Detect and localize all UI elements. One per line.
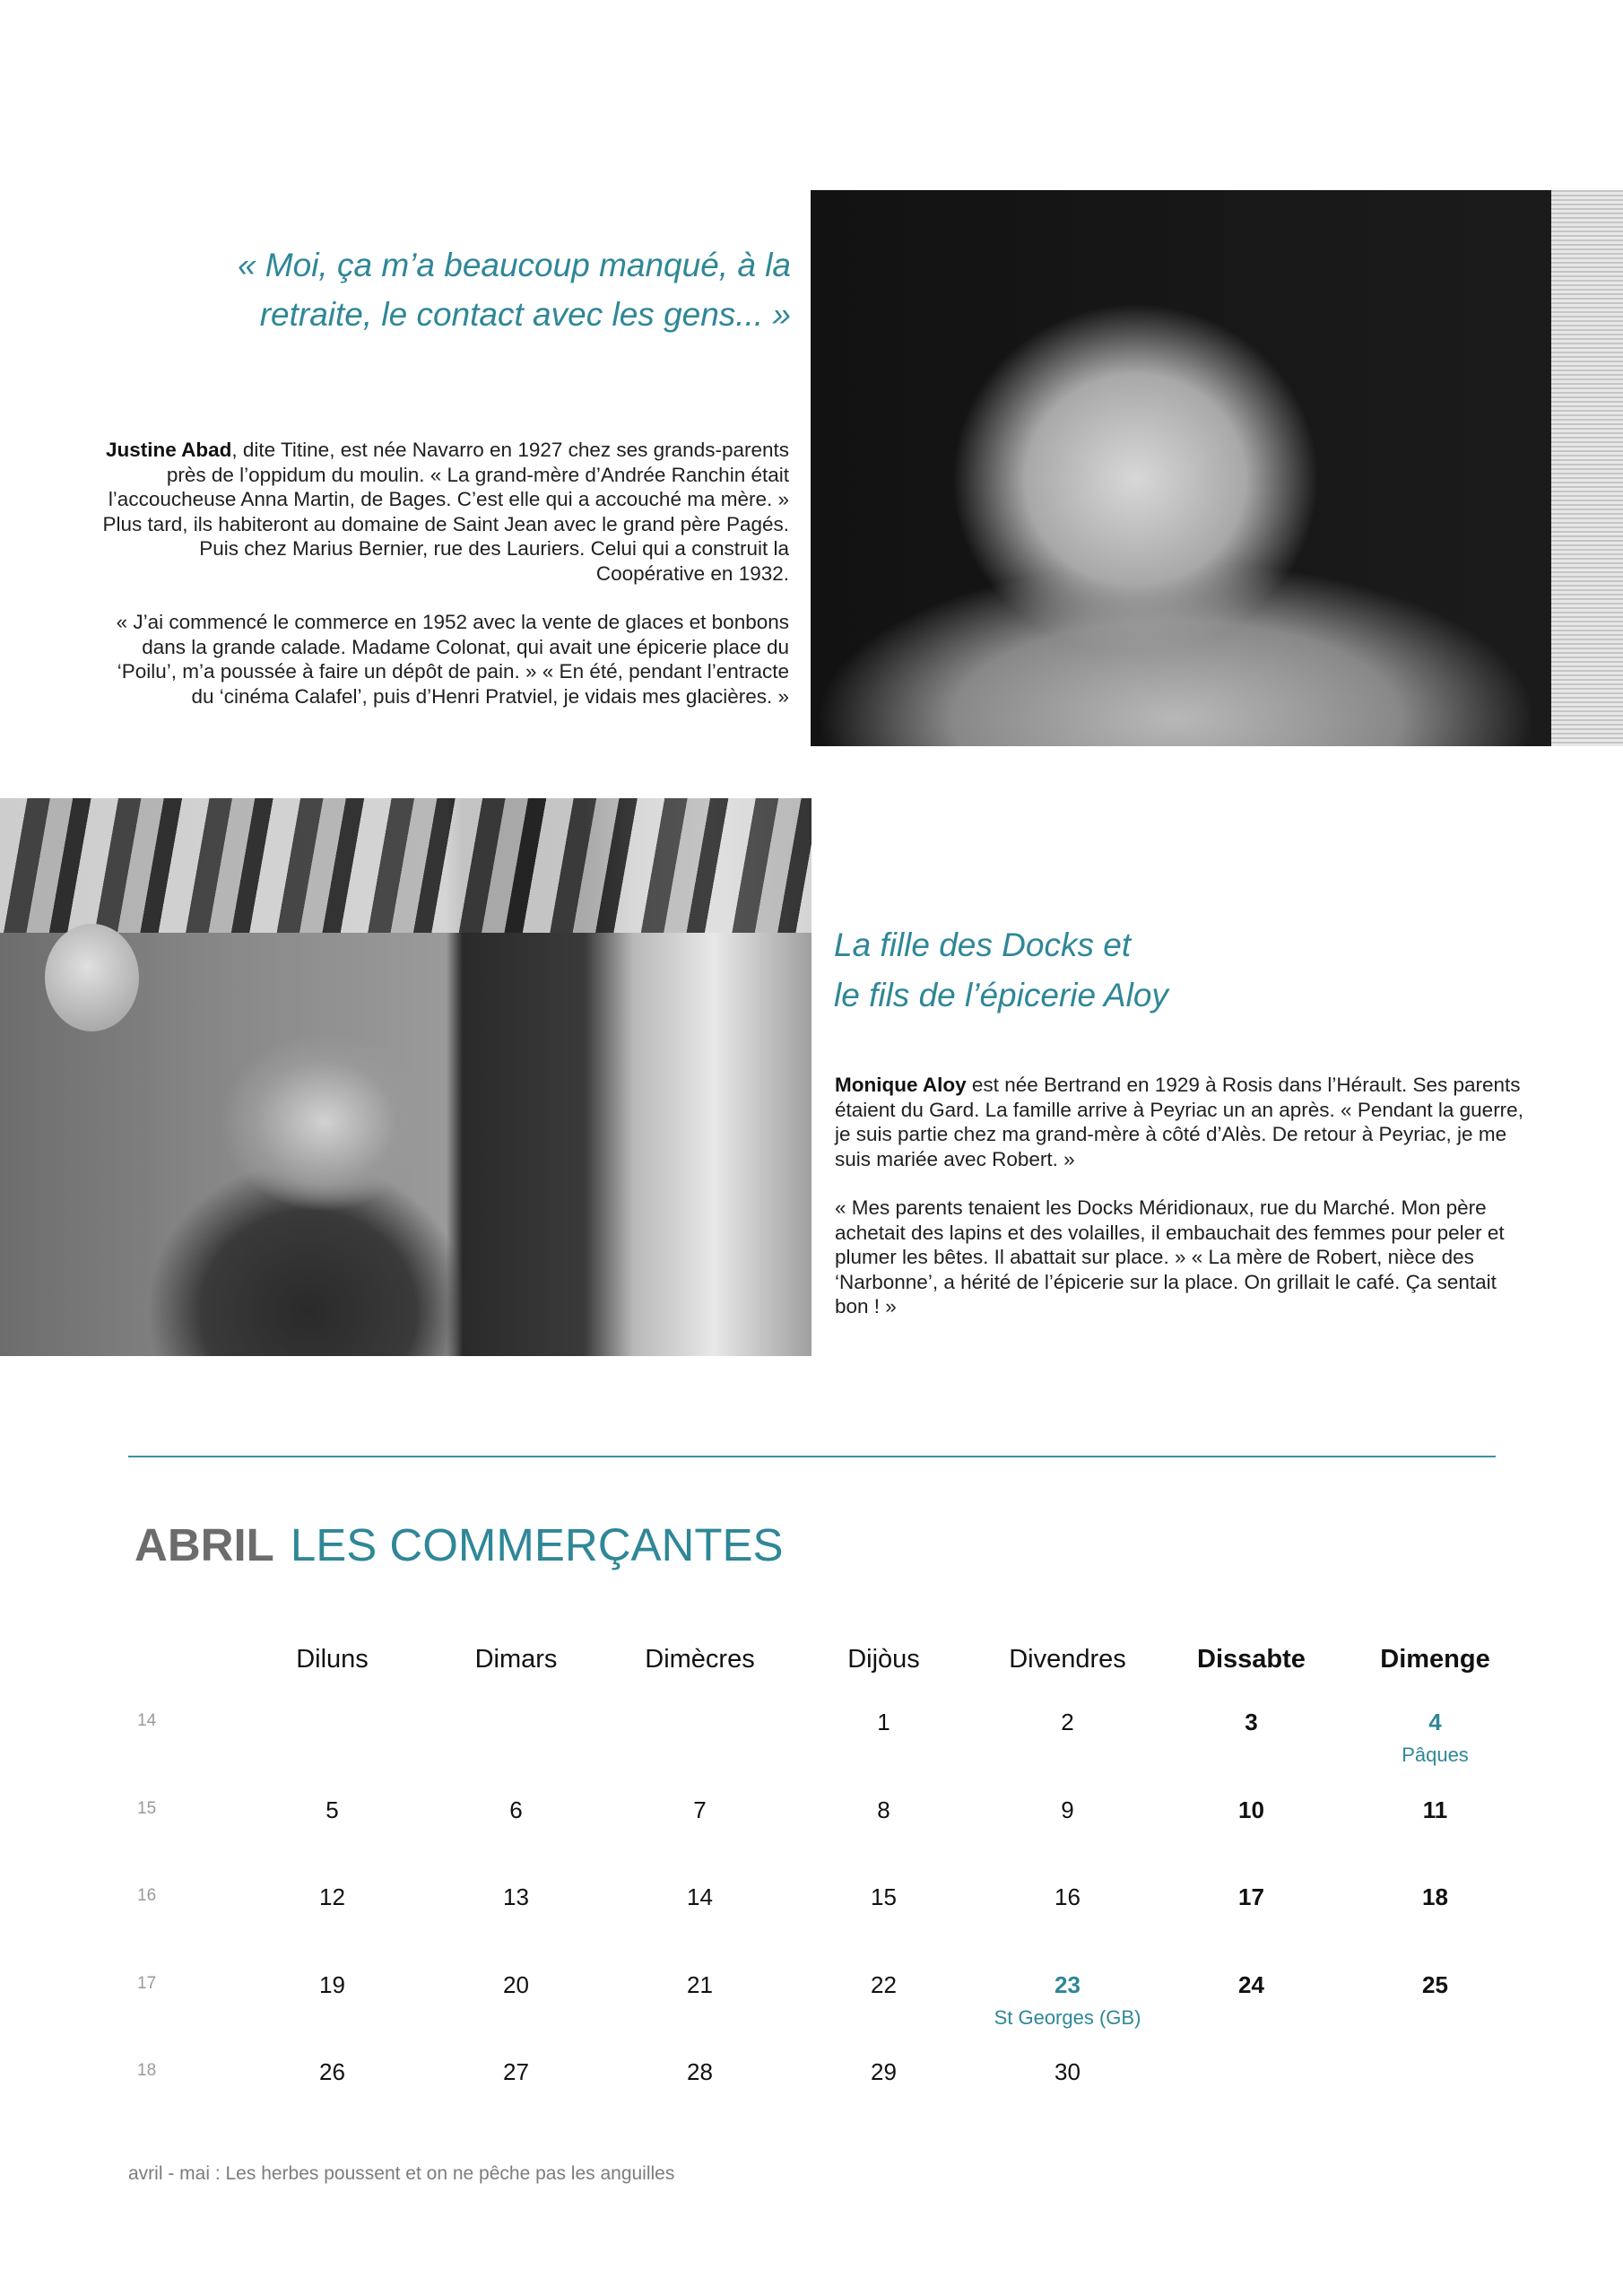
calendar-day xyxy=(976,2036,1159,2124)
calendar-week-row xyxy=(128,1774,1496,1862)
calendar-day xyxy=(1159,1949,1343,2037)
calendar-grid xyxy=(128,1632,1496,2124)
calendar-day xyxy=(976,1774,1159,1862)
calendar-day xyxy=(792,1949,976,2037)
week-number: 14 xyxy=(137,1711,157,1730)
calendar-day xyxy=(976,1861,1159,1949)
calendar-day xyxy=(1159,1686,1343,1774)
calendar-week-row xyxy=(128,2036,1496,2124)
calendar-day xyxy=(240,1861,424,1949)
calendar-day xyxy=(1343,1774,1527,1862)
bio-monique-aloy xyxy=(835,1073,1534,1344)
day-number: 14 xyxy=(687,1883,713,1910)
calendar-body xyxy=(128,1686,1496,2124)
calendar-day xyxy=(1343,1949,1527,2037)
calendar-day xyxy=(424,1774,608,1862)
day-number: 16 xyxy=(1055,1883,1081,1910)
section-title-monique: La fille des Docks et le fils de l’épicerie Aloy xyxy=(834,926,1168,1013)
calendar-day xyxy=(608,2036,792,2124)
day-number: 9 xyxy=(1061,1796,1074,1823)
weekday-label: Diluns xyxy=(296,1644,369,1674)
calendar-day xyxy=(608,1861,792,1949)
weekday-label: Dimenge xyxy=(1380,1644,1490,1674)
photo-justine-abad xyxy=(811,190,1623,746)
day-number: 4 xyxy=(1428,1709,1442,1735)
day-number: 25 xyxy=(1422,1970,1448,1998)
day-number: 22 xyxy=(871,1970,897,1998)
weekday-label: Dijòus xyxy=(847,1644,920,1674)
day-number: 8 xyxy=(877,1796,890,1823)
bio-justine-abad xyxy=(90,438,789,733)
calendar-day xyxy=(608,1949,792,2037)
calendar-week-row xyxy=(128,1861,1496,1949)
calendar-day xyxy=(792,2036,976,2124)
calendar-day xyxy=(792,1774,976,1862)
day-number: 21 xyxy=(687,1970,713,1998)
bio-name: Justine Abad xyxy=(105,439,232,461)
calendar-day xyxy=(424,1861,608,1949)
calendar-day xyxy=(1159,2036,1343,2124)
calendar-day xyxy=(424,1686,608,1774)
divider-line xyxy=(128,1456,1496,1457)
calendar-day xyxy=(976,1949,1159,2037)
calendar-title xyxy=(135,1518,784,1572)
calendar-day xyxy=(1159,1774,1343,1862)
holiday-label: St Georges (GB) xyxy=(994,2005,1141,2029)
day-number: 30 xyxy=(1055,2058,1081,2085)
holiday-label: Pâques xyxy=(1402,1744,1469,1766)
footer-proverb: avril - mai : Les herbes poussent et on ne pêche pas les anguilles xyxy=(128,2163,675,2184)
week-number: 18 xyxy=(137,2061,157,2080)
month-theme: LES COMMERÇANTES xyxy=(290,1519,784,1570)
day-number: 24 xyxy=(1238,1970,1264,1998)
day-number: 10 xyxy=(1238,1796,1264,1823)
weekday-label: Dimars xyxy=(474,1644,558,1674)
pull-quote-justine: « Moi, ça m’a beaucoup manqué, à la retraite, le contact avec les gens... » xyxy=(237,247,791,333)
month-name: ABRIL xyxy=(135,1519,274,1570)
weekday-label: Divendres xyxy=(1009,1644,1126,1674)
week-number: 17 xyxy=(137,1973,157,1993)
bio-name: Monique Aloy xyxy=(835,1074,967,1096)
day-number: 26 xyxy=(319,2058,345,2085)
photo-monique-aloy xyxy=(0,798,812,1356)
weekday-header xyxy=(128,1632,1496,1686)
day-number: 19 xyxy=(319,1970,345,1998)
orange-tree-leaves xyxy=(0,798,812,933)
calendar-week-row xyxy=(128,1686,1496,1774)
day-number: 18 xyxy=(1422,1883,1448,1910)
bio-paragraph: « J’ai commencé le commerce en 1952 avec la vente de glaces et bonbons dans la grande calade. Madame Colonat, qui avait une épicerie place du ‘Poilu’, m’a poussée à faire un dépôt de pain. » « En été, pendant l’entracte du ‘cinéma Calafel’, puis d’Henri Pratviel, je vidais mes glacières. » xyxy=(116,611,789,708)
day-number: 20 xyxy=(503,1970,529,1998)
weekday-label: Dimècres xyxy=(645,1644,755,1674)
bio-paragraph: « Mes parents tenaient les Docks Méridionaux, rue du Marché. Mon père achetait des lapins et des volailles, il embauchait des femmes pour peler et plumer les bêtes. Il abattait sur place. » « La mère de Robert, nièce des ‘Narbonne’, a hérité de l’épicerie sur la place. On grillait le café. Ça sentait bon ! » xyxy=(835,1196,1505,1318)
day-number: 6 xyxy=(509,1796,523,1823)
day-number: 1 xyxy=(877,1709,890,1735)
bio-paragraph: Justine Abad, dite Titine, est née Navarro en 1927 chez ses grands-parents près de l’oppidum du moulin. « La grand-mère d’Andrée Ranchin était l’accoucheuse Anna Martin, de Bages. C’est elle qui a accouché ma mère. » Plus tard, ils habiteront au domaine de Saint Jean avec le grand père Pagés. Puis chez Marius Bernier, rue des Lauriers. Celui qui a construit la Coopérative en 1932. xyxy=(102,439,789,585)
calendar-day xyxy=(976,1686,1159,1774)
calendar-day xyxy=(424,1949,608,2037)
orange-fruit xyxy=(45,924,139,1031)
week-number: 16 xyxy=(137,1886,157,1905)
day-number: 11 xyxy=(1422,1796,1448,1823)
week-number: 15 xyxy=(137,1798,157,1818)
lace-curtain xyxy=(1551,190,1623,746)
calendar-day xyxy=(608,1774,792,1862)
day-number: 23 xyxy=(1055,1970,1081,1998)
weekday-label: Dissabte xyxy=(1197,1644,1306,1674)
calendar-day xyxy=(240,1774,424,1862)
calendar-day xyxy=(792,1861,976,1949)
calendar-day xyxy=(1343,1686,1527,1774)
calendar-week-row xyxy=(128,1949,1496,2037)
day-number: 17 xyxy=(1238,1883,1264,1910)
day-number: 28 xyxy=(687,2058,713,2085)
calendar-day xyxy=(1343,1861,1527,1949)
calendar-day xyxy=(608,1686,792,1774)
day-number: 5 xyxy=(325,1796,339,1823)
calendar-day xyxy=(1159,1861,1343,1949)
calendar-day xyxy=(1343,2036,1527,2124)
day-number: 13 xyxy=(503,1883,529,1910)
bio-paragraph: Monique Aloy est née Bertrand en 1929 à Rosis dans l’Hérault. Ses parents étaient du Gard. La famille arrive à Peyriac un an après. « Pendant la guerre, je suis partie chez ma grand-mère à côté d’Alès. De retour à Peyriac, je me suis mariée avec Robert. » xyxy=(835,1074,1523,1170)
calendar-day xyxy=(240,1949,424,2037)
calendar-day xyxy=(792,1686,976,1774)
calendar-day xyxy=(240,2036,424,2124)
day-number: 3 xyxy=(1245,1709,1258,1735)
day-number: 7 xyxy=(693,1796,707,1823)
calendar-day xyxy=(240,1686,424,1774)
calendar-day xyxy=(424,2036,608,2124)
day-number: 12 xyxy=(319,1883,345,1910)
day-number: 2 xyxy=(1061,1709,1074,1735)
day-number: 27 xyxy=(503,2058,529,2085)
day-number: 29 xyxy=(871,2058,897,2085)
day-number: 15 xyxy=(871,1883,897,1910)
